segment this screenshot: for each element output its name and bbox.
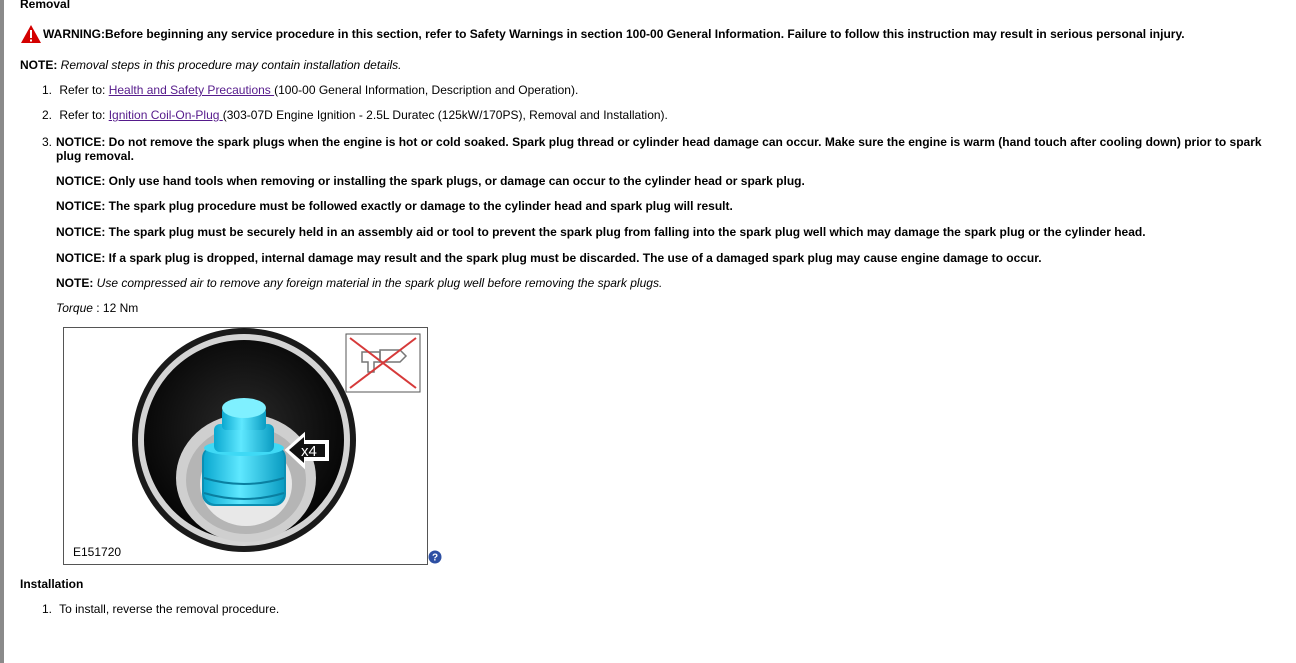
- step-number: 2.: [42, 108, 53, 122]
- notice-3: [56, 199, 1281, 213]
- removal-heading: Removal: [20, 0, 71, 11]
- step-number: 1.: [42, 83, 53, 97]
- removal-step-2: [42, 108, 668, 122]
- notice-label: NOTICE:: [56, 135, 106, 149]
- step-prefix: Refer to:: [59, 83, 109, 97]
- notice-label: NOTICE:: [56, 251, 106, 265]
- step3-note: [56, 276, 662, 290]
- step-number: 3.: [42, 135, 53, 149]
- notice-label: NOTICE:: [56, 225, 106, 239]
- installation-heading: Installation: [20, 577, 84, 591]
- warning-block: [20, 24, 1185, 44]
- notice-text: If a spark plug is dropped, internal damage may result and the spark plug must be discarded. The use of a damaged spark plug may cause engine damage to occur.: [105, 251, 1042, 265]
- removal-step-1: [42, 83, 578, 97]
- notice-text: Do not remove the spark plugs when the engine is hot or cold soaked. Spark plug thread or cylinder head damage can occur. Make sure the engine is warm (hand touch after cooling down) prior to spark plug removal.: [56, 135, 1262, 163]
- note-label: NOTE:: [56, 276, 94, 290]
- svg-text:?: ?: [431, 552, 439, 564]
- health-safety-link[interactable]: Health and Safety Precautions: [108, 83, 275, 97]
- notice-5: [56, 251, 1281, 265]
- note-text: Use compressed air to remove any foreign material in the spark plug well before removing the spark plugs.: [93, 276, 663, 290]
- notice-label: NOTICE:: [56, 174, 106, 188]
- notice-text: The spark plug must be securely held in an assembly aid or tool to prevent the spark plug from falling into the spark plug well which may damage the spark plug or the cylinder head.: [105, 225, 1146, 239]
- warning-triangle-icon: [20, 24, 42, 44]
- warning-label: WARNING:: [43, 27, 105, 41]
- notice-4: [56, 225, 1281, 239]
- note-label: NOTE:: [20, 58, 58, 72]
- step-suffix: (100-00 General Information, Description and Operation).: [274, 83, 579, 97]
- spark-plug-illustration: [64, 328, 427, 564]
- step-number: 1.: [42, 602, 53, 616]
- notice-2: [56, 174, 1281, 188]
- figure-caption: E151720: [73, 545, 122, 559]
- removal-step-3-number: [42, 135, 56, 149]
- installation-step-1: [42, 602, 279, 616]
- ignition-coil-link[interactable]: Ignition Coil-On-Plug: [108, 108, 223, 122]
- notice-1: [56, 135, 1281, 163]
- removal-note: [20, 58, 402, 72]
- step-suffix: (303-07D Engine Ignition - 2.5L Duratec (125kW/170PS), Removal and Installation).: [222, 108, 668, 122]
- torque-label: Torque: [56, 301, 93, 315]
- note-text: Removal steps in this procedure may contain installation details.: [57, 58, 402, 72]
- notice-label: NOTICE:: [56, 199, 106, 213]
- notice-text: The spark plug procedure must be followed exactly or damage to the cylinder head and spark plug will result.: [105, 199, 733, 213]
- torque-value: : 12 Nm: [92, 301, 139, 315]
- notice-text: Only use hand tools when removing or installing the spark plugs, or damage can occur to the cylinder head or spark plug.: [105, 174, 805, 188]
- no-power-tool-icon: [346, 334, 420, 392]
- spark-plug-figure[interactable]: [63, 327, 428, 565]
- quantity-callout: x4: [301, 443, 317, 460]
- help-icon[interactable]: [428, 550, 442, 564]
- warning-text: Before beginning any service procedure in this section, refer to Safety Warnings in section 100-00 General Information. Failure to follow this instruction may result in serious personal injury.: [105, 27, 1185, 41]
- step-prefix: Refer to:: [59, 108, 109, 122]
- torque-spec: [56, 301, 138, 315]
- step-text: To install, reverse the removal procedure.: [59, 602, 280, 616]
- left-border: [0, 0, 4, 663]
